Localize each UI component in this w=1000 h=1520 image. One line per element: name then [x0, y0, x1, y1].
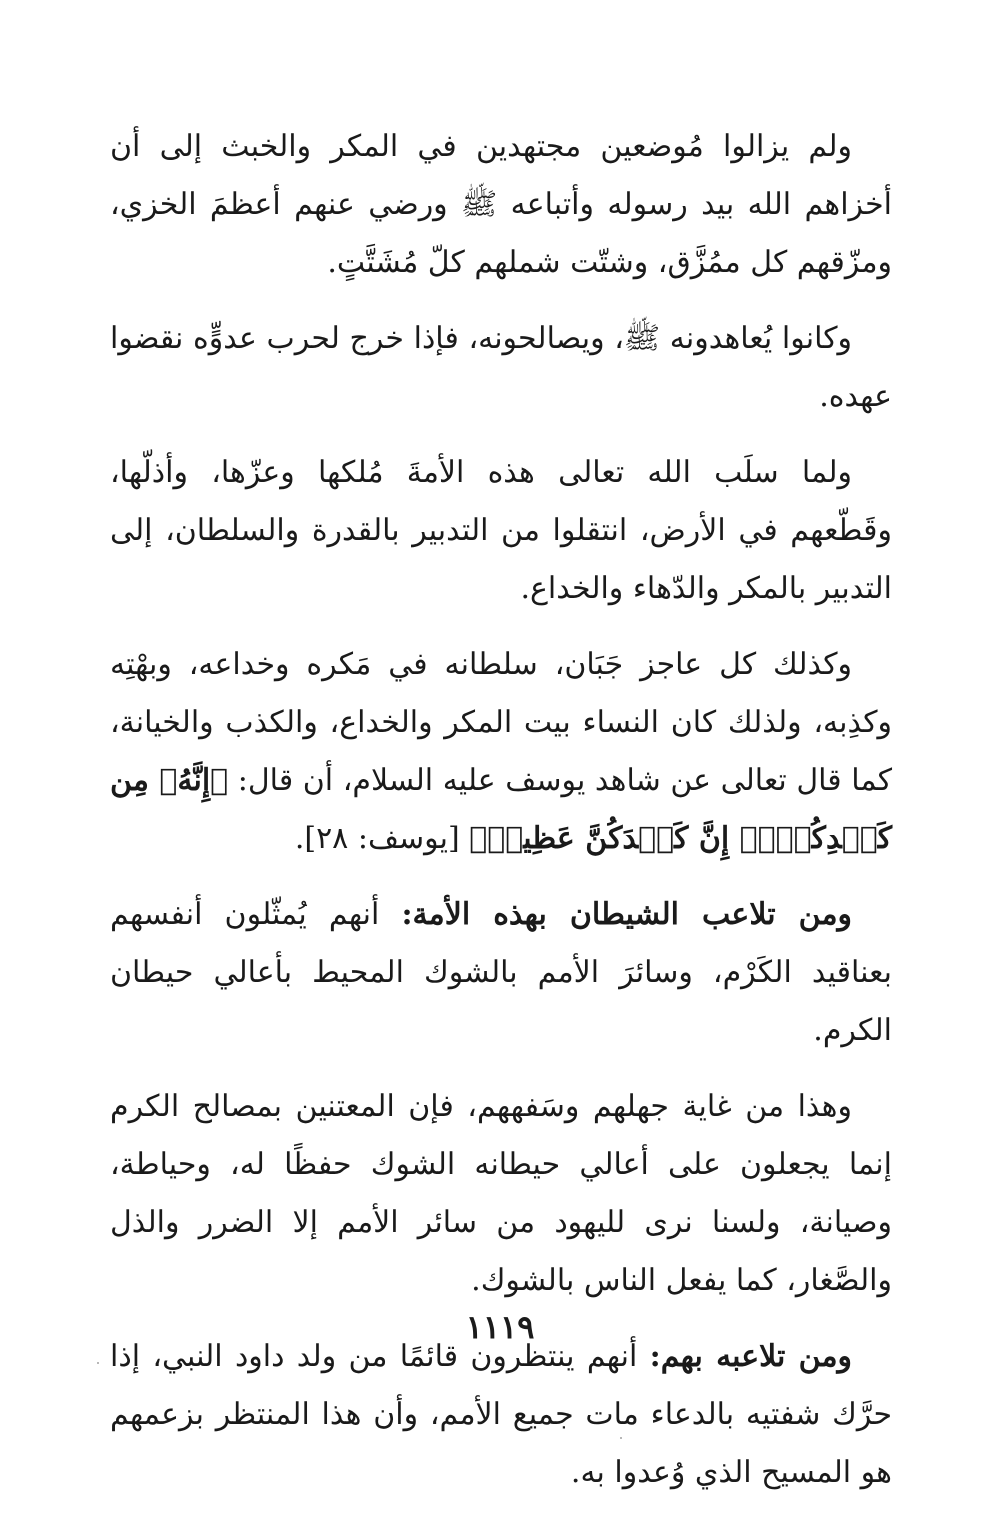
page-number: ١١١٩ [465, 1308, 535, 1346]
paragraph-lead: ومن تلاعب الشيطان بهذه الأمة: [401, 897, 852, 932]
scan-speck [97, 1362, 99, 1364]
paragraph-text: وكذلك كل عاجز جَبَان، سلطانه في مَكره وخداعه، وبهْتِه وكذِبه، ولذلك كان النساء بيت المكر والخداع، والكذب والخيانة، كما قال تعالى عن شاهد يوسف عليه السلام، أن قال: [110, 647, 892, 798]
quran-verse: ﴿إِنَّهُۥ مِن كَيۡدِكُنَّۖ إِنَّ كَيۡدَكُنَّ عَظِيمٞ﴾ [110, 763, 892, 856]
paragraph-2 [110, 310, 892, 426]
paragraph-text: وكانوا يُعاهدونه ﷺ، ويصالحونه، فإذا خرج لحرب عدوٍّه نقضوا عهده. [110, 321, 892, 414]
paragraph-text: أنهم ينتظرون قائمًا من ولد داود النبي، إذا حرَّك شفتيه بالدعاء مات جميع الأمم، وأن هذا المنتظر بزعمهم هو المسيح الذي وُعدوا به. [110, 1339, 892, 1490]
paragraph-3 [110, 444, 892, 618]
paragraph-text: ولم يزالوا مُوضعين مجتهدين في المكر والخبث إلى أن أخزاهم الله بيد رسوله وأتباعه ﷺ ورضي عنهم أعظمَ الخزي، ومزّقهم كل ممُزَّق، وشتّت شملهم كلّ مُشَتَّتٍ. [110, 129, 892, 280]
paragraph-text: ولما سلَب الله تعالى هذه الأمةَ مُلكها وعزّها، وأذلّها، وقَطّعهم في الأرض، انتقلوا من التدبير بالقدرة والسلطان، إلى التدبير بالمكر والدّهاء والخداع. [110, 455, 892, 606]
verse-reference: [يوسف: ٢٨]. [294, 821, 470, 856]
paragraph-7 [110, 1328, 892, 1502]
paragraph-1 [110, 118, 892, 292]
paragraph-text: أنهم يُمثّلون أنفسهم بعناقيد الكَرْم، وسائرَ الأمم بالشوك المحيط بأعالي حيطان الكرم. [110, 897, 892, 1048]
paragraph-lead: ومن تلاعبه بهم: [649, 1339, 852, 1374]
paragraph-4 [110, 636, 892, 868]
scan-speck [620, 1437, 622, 1439]
paragraph-6 [110, 1078, 892, 1310]
paragraph-5 [110, 886, 892, 1060]
paragraph-text: وهذا من غاية جهلهم وسَفههم، فإن المعتنين بمصالح الكرم إنما يجعلون على أعالي حيطانه الشوك حفظًا له، وحياطة، وصيانة، ولسنا نرى لليهود من سائر الأمم إلا الضرر والذل والصَّغار، كما يفعل الناس بالشوك. [110, 1089, 893, 1298]
